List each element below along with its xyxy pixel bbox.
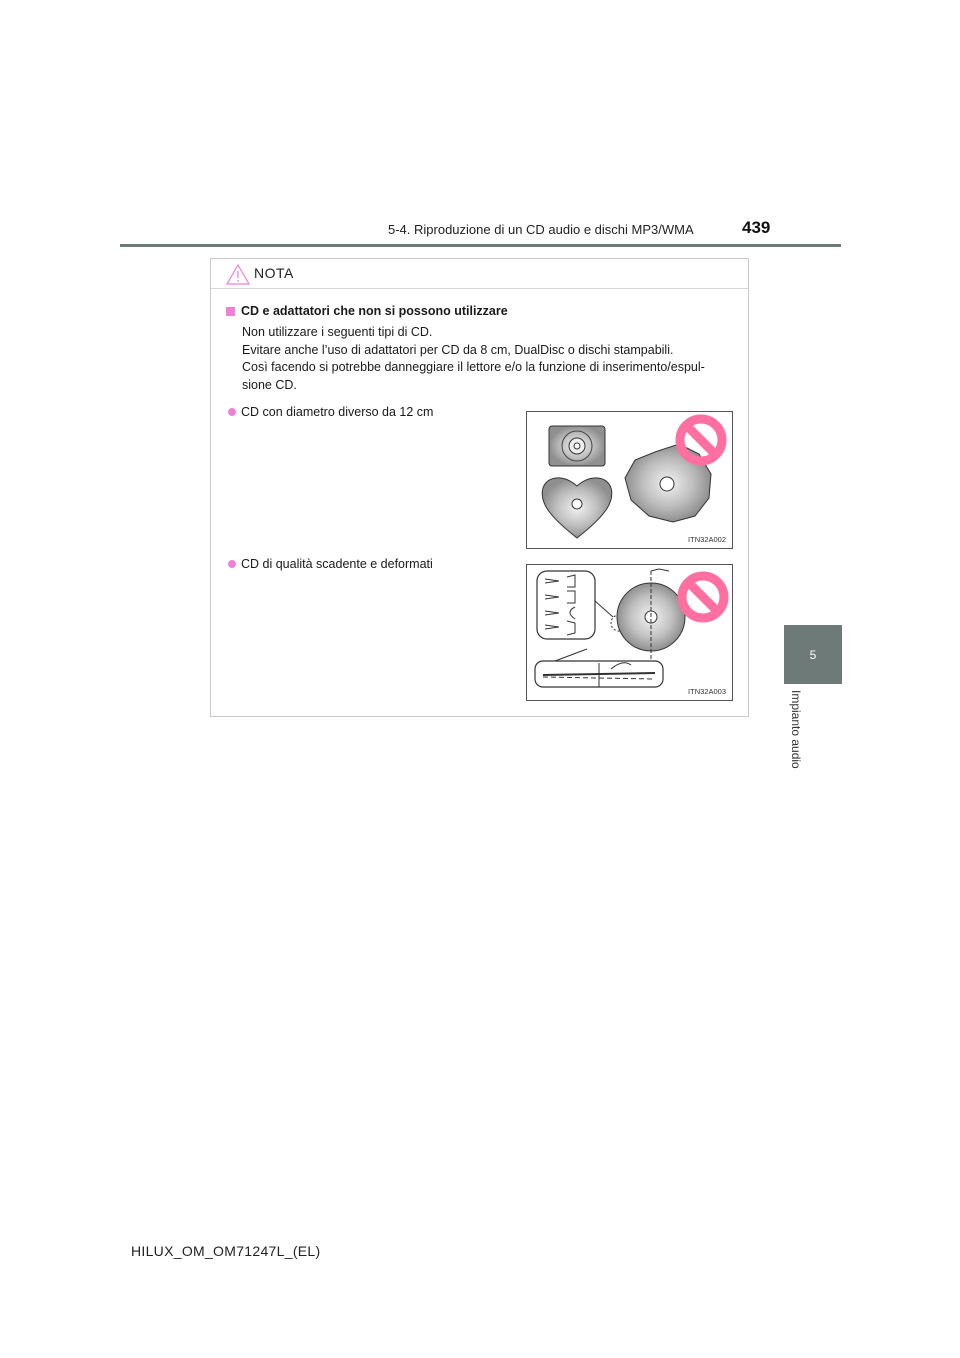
odd-shaped-cd-drawing — [527, 412, 732, 548]
chapter-label: Impianto audio — [789, 690, 803, 769]
note-heading-text: CD e adattatori che non si possono utilizzare — [241, 304, 508, 318]
damaged-cd-drawing — [527, 565, 732, 700]
paragraph-line: Evitare anche l’uso di adattatori per CD da 8 cm, DualDisc o dischi stampabili. — [242, 342, 674, 357]
list-item — [228, 405, 433, 419]
note-label: NOTA — [254, 265, 294, 281]
square-bullet-icon — [226, 307, 235, 316]
chapter-tab — [784, 625, 842, 684]
figure-code: ITN32A003 — [688, 687, 726, 696]
note-header — [211, 259, 748, 289]
bullet-dot-icon — [228, 408, 236, 416]
list-item-text: CD di qualità scadente e deformati — [241, 557, 433, 571]
list-item — [228, 557, 433, 571]
note-paragraph — [242, 324, 742, 394]
paragraph-line: Così facendo si potrebbe danneggiare il lettore e/o la funzione di inserimento/espul- — [242, 360, 705, 374]
paragraph-line: Non utilizzare i seguenti tipi di CD. — [242, 325, 433, 339]
illustration-odd-shaped-cd — [526, 411, 733, 549]
bullet-dot-icon — [228, 560, 236, 568]
document-code: HILUX_OM_OM71247L_(EL) — [131, 1243, 321, 1259]
page-number: 439 — [742, 218, 771, 237]
note-heading — [226, 304, 508, 318]
paragraph-line: sione CD. — [242, 377, 297, 392]
note-box — [210, 258, 749, 717]
chapter-number: 5 — [809, 647, 817, 662]
section-title: 5-4. Riproduzione di un CD audio e dischi MP3/WMA — [388, 222, 694, 237]
list-item-text: CD con diametro diverso da 12 cm — [241, 405, 434, 419]
chapter-label-wrap — [789, 690, 805, 790]
prohibition-icon — [680, 419, 722, 461]
prohibition-icon — [682, 576, 724, 618]
illustration-damaged-cd — [526, 564, 733, 701]
header-rule — [120, 244, 841, 247]
figure-code: ITN32A002 — [688, 535, 726, 544]
warning-triangle-icon — [226, 264, 250, 285]
